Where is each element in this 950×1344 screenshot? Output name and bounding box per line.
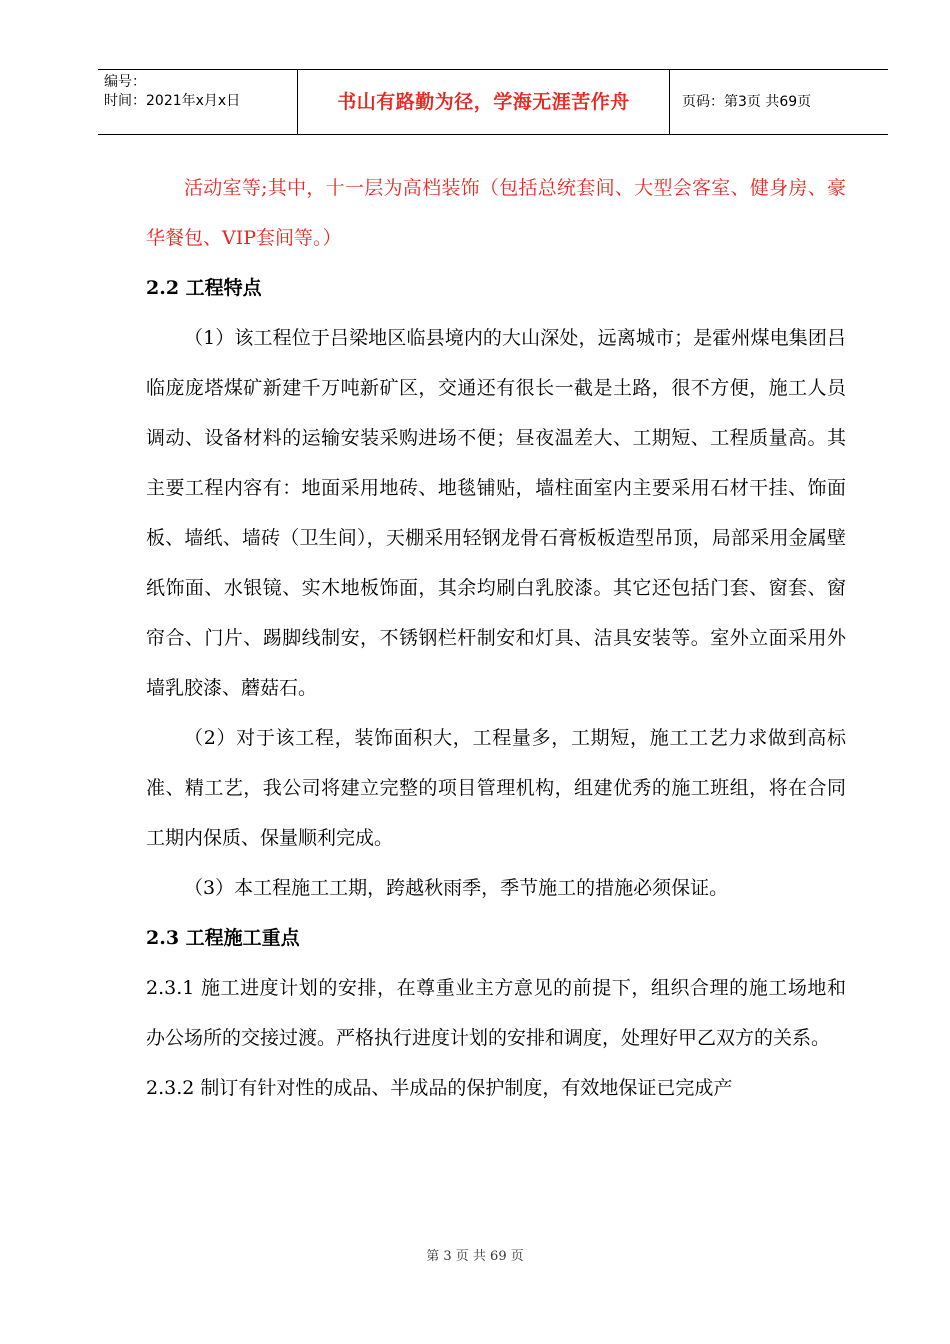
section-heading-2-3: 2.3 工程施工重点 — [146, 927, 300, 949]
paragraph-red-continuation: 活动室等;其中，十一层为高档装饰（包括总统套间、大型会客室、健身房、豪华餐包、VIP套间等。） — [146, 177, 846, 249]
header-motto: 书山有路勤为径，学海无涯苦作舟 — [298, 70, 670, 134]
header-page-info: 页码：第3页 共69页 — [682, 94, 812, 110]
paragraph-1: （1）该工程位于吕梁地区临县境内的大山深处，远离城市；是霍州煤电集团吕临庞庞塔煤矿新建千万吨新矿区，交通还有很长一截是土路，很不方便，施工人员调动、设备材料的运输安装采购进场不便；昼夜温差大、工期短、工程质量高。其主要工程内容有：地面采用地砖、地毯铺贴，墙柱面室内主要采用石材干挂、饰面板、墙纸、墙砖（卫生间），天棚采用轻钢龙骨石膏板板造型吊顶，局部采用金属壁纸饰面、水银镜、实木地板饰面，其余均刷白乳胶漆。其它还包括门套、窗套、窗帘合、门片、踢脚线制安，不锈钢栏杆制安和灯具、洁具安装等。室外立面采用外墙乳胶漆、蘑菇石。 — [146, 327, 846, 699]
paragraph-2-3-2: 2.3.2 制订有针对性的成品、半成品的保护制度，有效地保证已完成产 — [146, 1077, 733, 1099]
document-body — [146, 163, 846, 1113]
page-footer: 第 3 页 共 69 页 — [426, 1249, 524, 1264]
time-label: 时间：2021年x月x日 — [104, 93, 241, 109]
page-header — [98, 69, 888, 135]
paragraph-3: （3）本工程施工工期，跨越秋雨季，季节施工的措施必须保证。 — [184, 877, 729, 899]
header-meta — [98, 70, 298, 134]
section-heading-2-2: 2.2 工程特点 — [146, 277, 262, 299]
paragraph-2-3-1: 2.3.1 施工进度计划的安排，在尊重业主方意见的前提下，组织合理的施工场地和办公场所的交接过渡。严格执行进度计划的安排和调度，处理好甲乙双方的关系。 — [146, 977, 846, 1049]
paragraph-2: （2）对于该工程，装饰面积大，工程量多，工期短，施工工艺力求做到高标准、精工艺，我公司将建立完整的项目管理机构，组建优秀的施工班组，将在合同工期内保质、保量顺利完成。 — [146, 727, 846, 849]
number-label: 编号： — [104, 74, 146, 90]
